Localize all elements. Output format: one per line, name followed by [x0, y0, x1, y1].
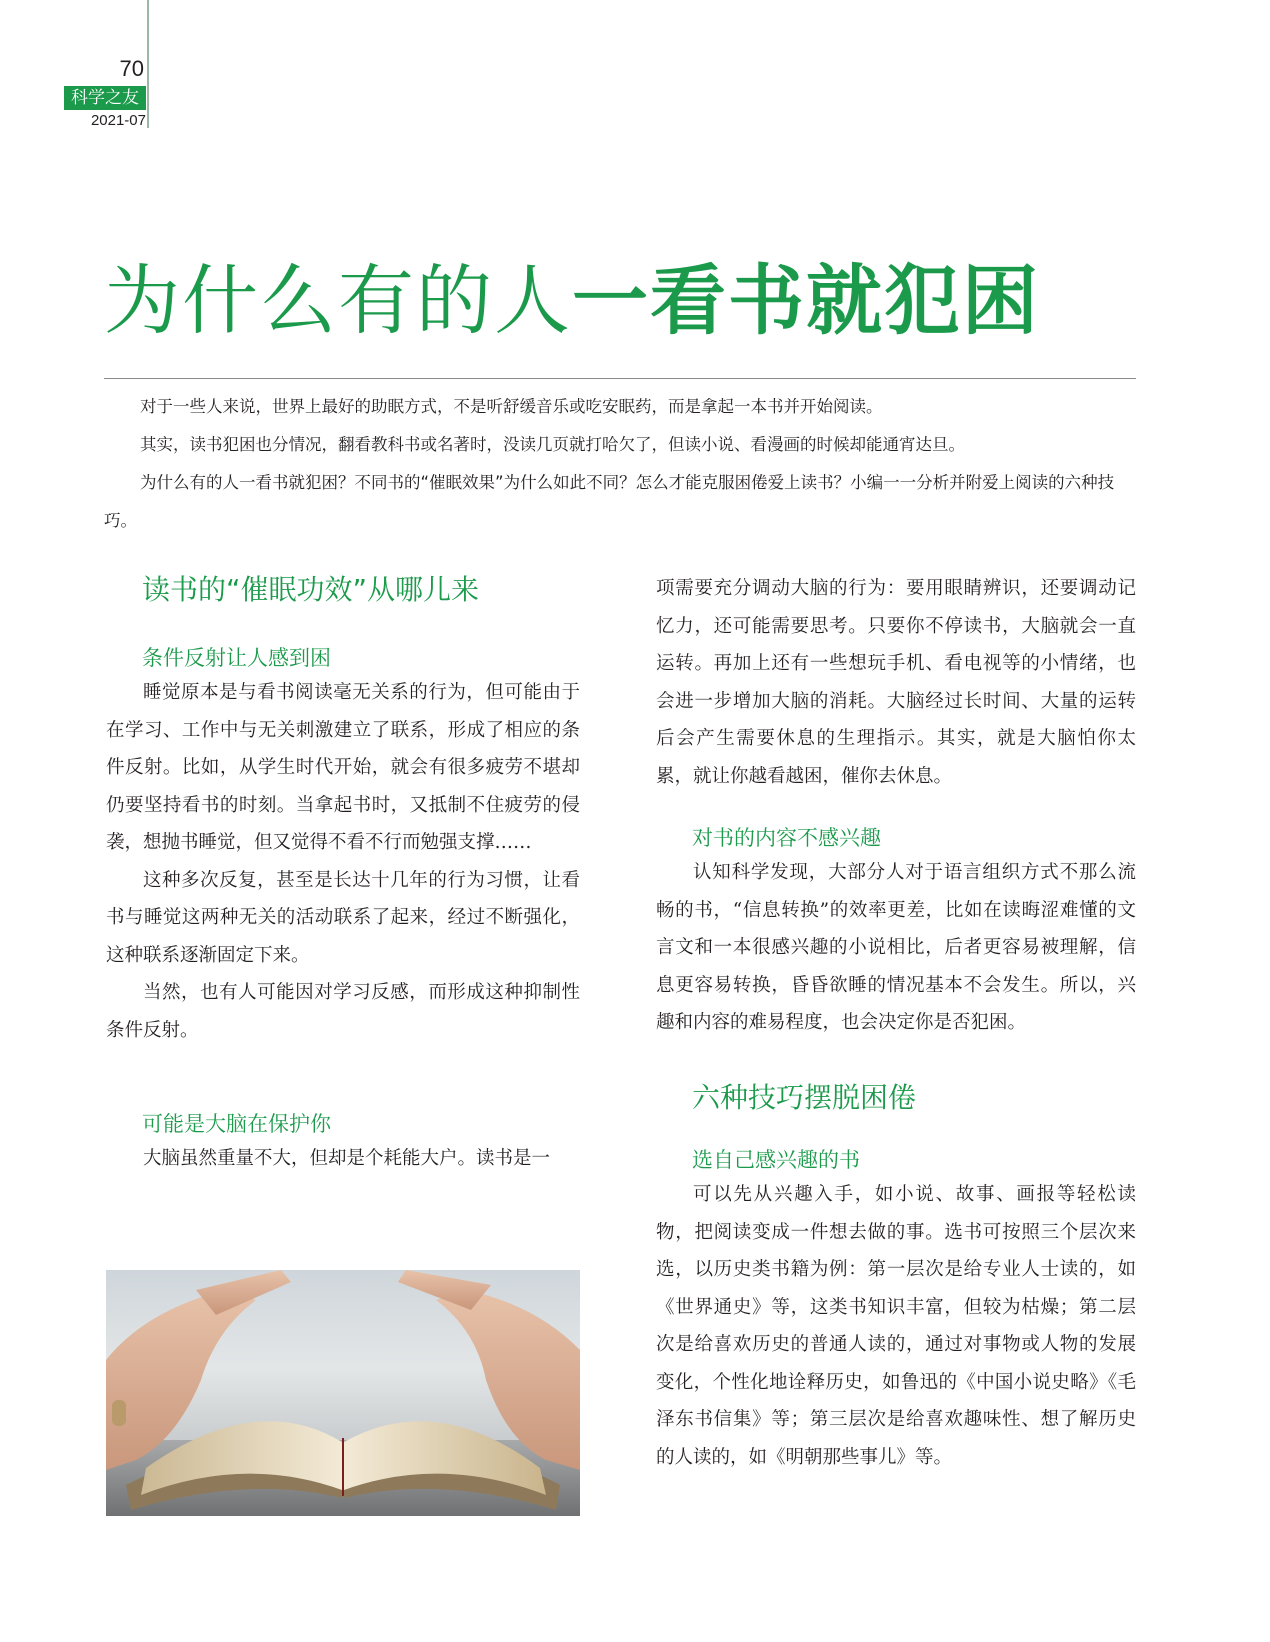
page-number: 70 [119, 56, 144, 81]
column-text [656, 570, 1136, 795]
intro-paragraph: 其实，读书犯困也分情况，翻看教科书或名著时，没读几页就打哈欠了，但读小说、看漫画的时候却能通宵达旦。 [140, 435, 965, 454]
column-text [106, 1140, 580, 1178]
body-paragraph: 当然，也有人可能因对学习反感，而形成这种抑制性条件反射。 [106, 982, 580, 1041]
article-title [104, 256, 1040, 346]
column-text [656, 1176, 1136, 1476]
subsection-title: 条件反射让人感到困 [142, 646, 331, 670]
body-paragraph: 大脑虽然重量不大，但却是个耗能大户。读书是一 [143, 1148, 551, 1169]
subsection-title: 选自己感兴趣的书 [692, 1148, 860, 1172]
section-title: 读书的“催眠功效”从哪儿来 [142, 573, 480, 606]
header-divider [147, 0, 149, 128]
article-title-thin: 为什么有的人 [104, 256, 572, 345]
article-title-bold: 一看书就犯困 [572, 256, 1040, 345]
body-paragraph: 项需要充分调动大脑的行为：要用眼睛辨识，还要调动记忆力，还可能需要思考。只要你不停读书，大脑就会一直运转。再加上还有一些想玩手机、看电视等的小情绪，也会进一步增加大脑的消耗。大脑经过长时间、大量的运转后会产生需要休息的生理指示。其实，就是大脑怕你太累，就让你越看越困，催你去休息。 [656, 578, 1136, 787]
body-paragraph: 认知科学发现，大部分人对于语言组织方式不那么流畅的书，“信息转换”的效率更差，比如在读晦涩难懂的文言文和一本很感兴趣的小说相比，后者更容易被理解，信息更容易转换，昏昏欲睡的情况基本不会发生。所以，兴趣和内容的难易程度，也会决定你是否犯困。 [656, 862, 1136, 1033]
book-illustration [106, 1270, 580, 1516]
title-divider [104, 378, 1136, 379]
article-intro [104, 388, 1136, 540]
intro-paragraph: 为什么有的人一看书就犯困？不同书的“催眠效果”为什么如此不同？怎么才能克服困倦爱上读书？小编一一分析并附爱上阅读的六种技巧。 [104, 473, 1115, 530]
column-text [106, 674, 580, 1049]
book-photo [106, 1270, 580, 1516]
issue-date: 2021-07 [90, 112, 146, 129]
section-title: 六种技巧摆脱困倦 [692, 1081, 917, 1114]
column-text [656, 854, 1136, 1042]
subsection-title: 可能是大脑在保护你 [142, 1112, 331, 1136]
intro-paragraph: 对于一些人来说，世界上最好的助眠方式，不是听舒缓音乐或吃安眠药，而是拿起一本书并开始阅读。 [140, 397, 883, 416]
body-paragraph: 这种多次反复，甚至是长达十几年的行为习惯，让看书与睡觉这两种无关的活动联系了起来，经过不断强化，这种联系逐渐固定下来。 [106, 869, 580, 966]
magazine-name-badge: 科学之友 [64, 86, 146, 110]
body-paragraph: 可以先从兴趣入手，如小说、故事、画报等轻松读物，把阅读变成一件想去做的事。选书可按照三个层次来选，以历史类书籍为例：第一层次是给专业人士读的，如《世界通史》等，这类书知识丰富，但较为枯燥；第二层次是给喜欢历史的普通人读的，通过对事物或人物的发展变化，个性化地诠释历史，如鲁迅的《中国小说史略》《毛泽东书信集》等；第三层次是给喜欢趣味性、想了解历史的人读的，如《明朝那些事儿》等。 [656, 1184, 1136, 1468]
subsection-title: 对书的内容不感兴趣 [692, 826, 881, 850]
body-paragraph: 睡觉原本是与看书阅读毫无关系的行为，但可能由于在学习、工作中与无关刺激建立了联系，形成了相应的条件反射。比如，从学生时代开始，就会有很多疲劳不堪却仍要坚持看书的时刻。当拿起书时，又抵制不住疲劳的侵袭，想抛书睡觉，但又觉得不看不行而勉强支撑…… [106, 682, 580, 853]
